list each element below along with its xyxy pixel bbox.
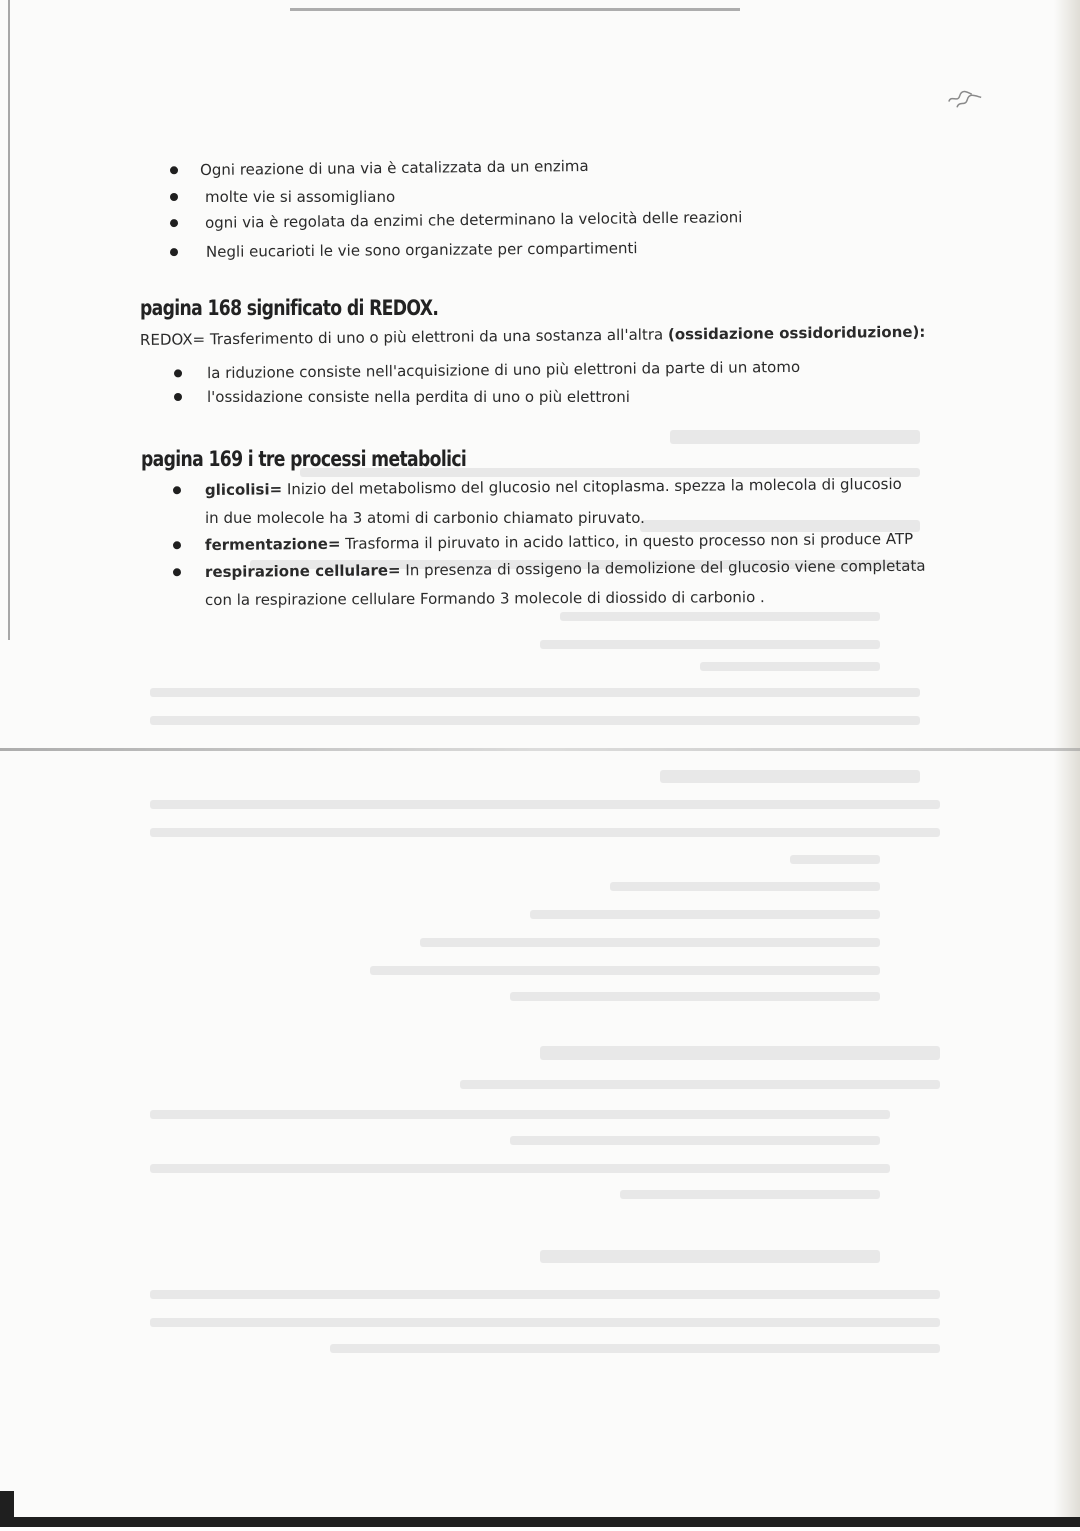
- bullet-icon: [174, 393, 182, 401]
- left-edge-line: [8, 0, 10, 640]
- redox-definition: [140, 322, 926, 350]
- section-heading-redox: pagina 168 significato di REDOX.: [140, 296, 439, 320]
- list-item-text: l'ossidazione consiste nella perdita di uno o più elettroni: [207, 388, 630, 406]
- bullet-icon: [170, 248, 178, 256]
- corner-scribble-icon: [941, 78, 990, 114]
- list-item: [207, 357, 800, 383]
- top-edge-shadow: [290, 8, 740, 11]
- fermentazione-text: Trasforma il piruvato in acido lattico, in questo processo non si produce ATP: [340, 529, 914, 553]
- bullet-icon: [173, 541, 181, 549]
- glicolisi-continuation: in due molecole ha 3 atomi di carbonio chiamato piruvato.: [205, 509, 645, 527]
- list-item: [205, 187, 395, 207]
- list-item: [205, 207, 743, 233]
- paper-fold-line: [0, 748, 1080, 751]
- right-edge-shadow: [1054, 0, 1080, 1527]
- respirazione-continuation: con la respirazione cellulare Formando 3 molecole di diossido di carbonio .: [204, 588, 765, 609]
- list-item: [207, 387, 630, 407]
- list-item: [206, 238, 638, 262]
- list-item-text: Ogni reazione di una via è catalizzata da un enzima: [199, 156, 589, 180]
- list-item: [205, 474, 902, 500]
- bullet-icon: [173, 568, 181, 576]
- term-respirazione: respirazione cellulare=: [204, 561, 401, 581]
- list-item-text: la riduzione consiste nell'acquisizione di uno più elettroni da parte di un atomo: [206, 357, 801, 383]
- bullet-icon: [174, 369, 182, 377]
- term-glicolisi: glicolisi=: [204, 480, 283, 499]
- term-fermentazione: fermentazione=: [204, 534, 341, 554]
- bullet-icon: [170, 193, 178, 201]
- section-heading-metabolism: pagina 169 i tre processi metabolici: [141, 447, 467, 471]
- bottom-left-dark-corner: [0, 1491, 14, 1527]
- bottom-dark-edge: [0, 1517, 1080, 1527]
- list-item: [205, 529, 913, 555]
- redox-definition-text: REDOX= Trasferimento di uno o più elettroni da una sostanza all'altra: [139, 325, 669, 349]
- bullet-icon: [170, 166, 178, 174]
- list-item-text: ogni via è regolata da enzimi che determinano la velocità delle reazioni: [204, 208, 743, 232]
- list-item: [200, 156, 589, 180]
- bullet-icon: [173, 486, 181, 494]
- respirazione-text: In presenza di ossigeno la demolizione del glucosio viene completata: [400, 556, 926, 580]
- bullet-icon: [170, 219, 178, 227]
- list-item-text: molte vie si assomigliano: [205, 188, 396, 206]
- list-item-text: Negli eucarioti le vie sono organizzate per compartimenti: [205, 239, 638, 261]
- glicolisi-text: Inizio del metabolismo del glucosio nel citoplasma. spezza la molecola di glucosio: [282, 474, 902, 499]
- redox-definition-bold: (ossidazione ossidoriduzione):: [667, 322, 926, 344]
- list-item: [205, 556, 926, 582]
